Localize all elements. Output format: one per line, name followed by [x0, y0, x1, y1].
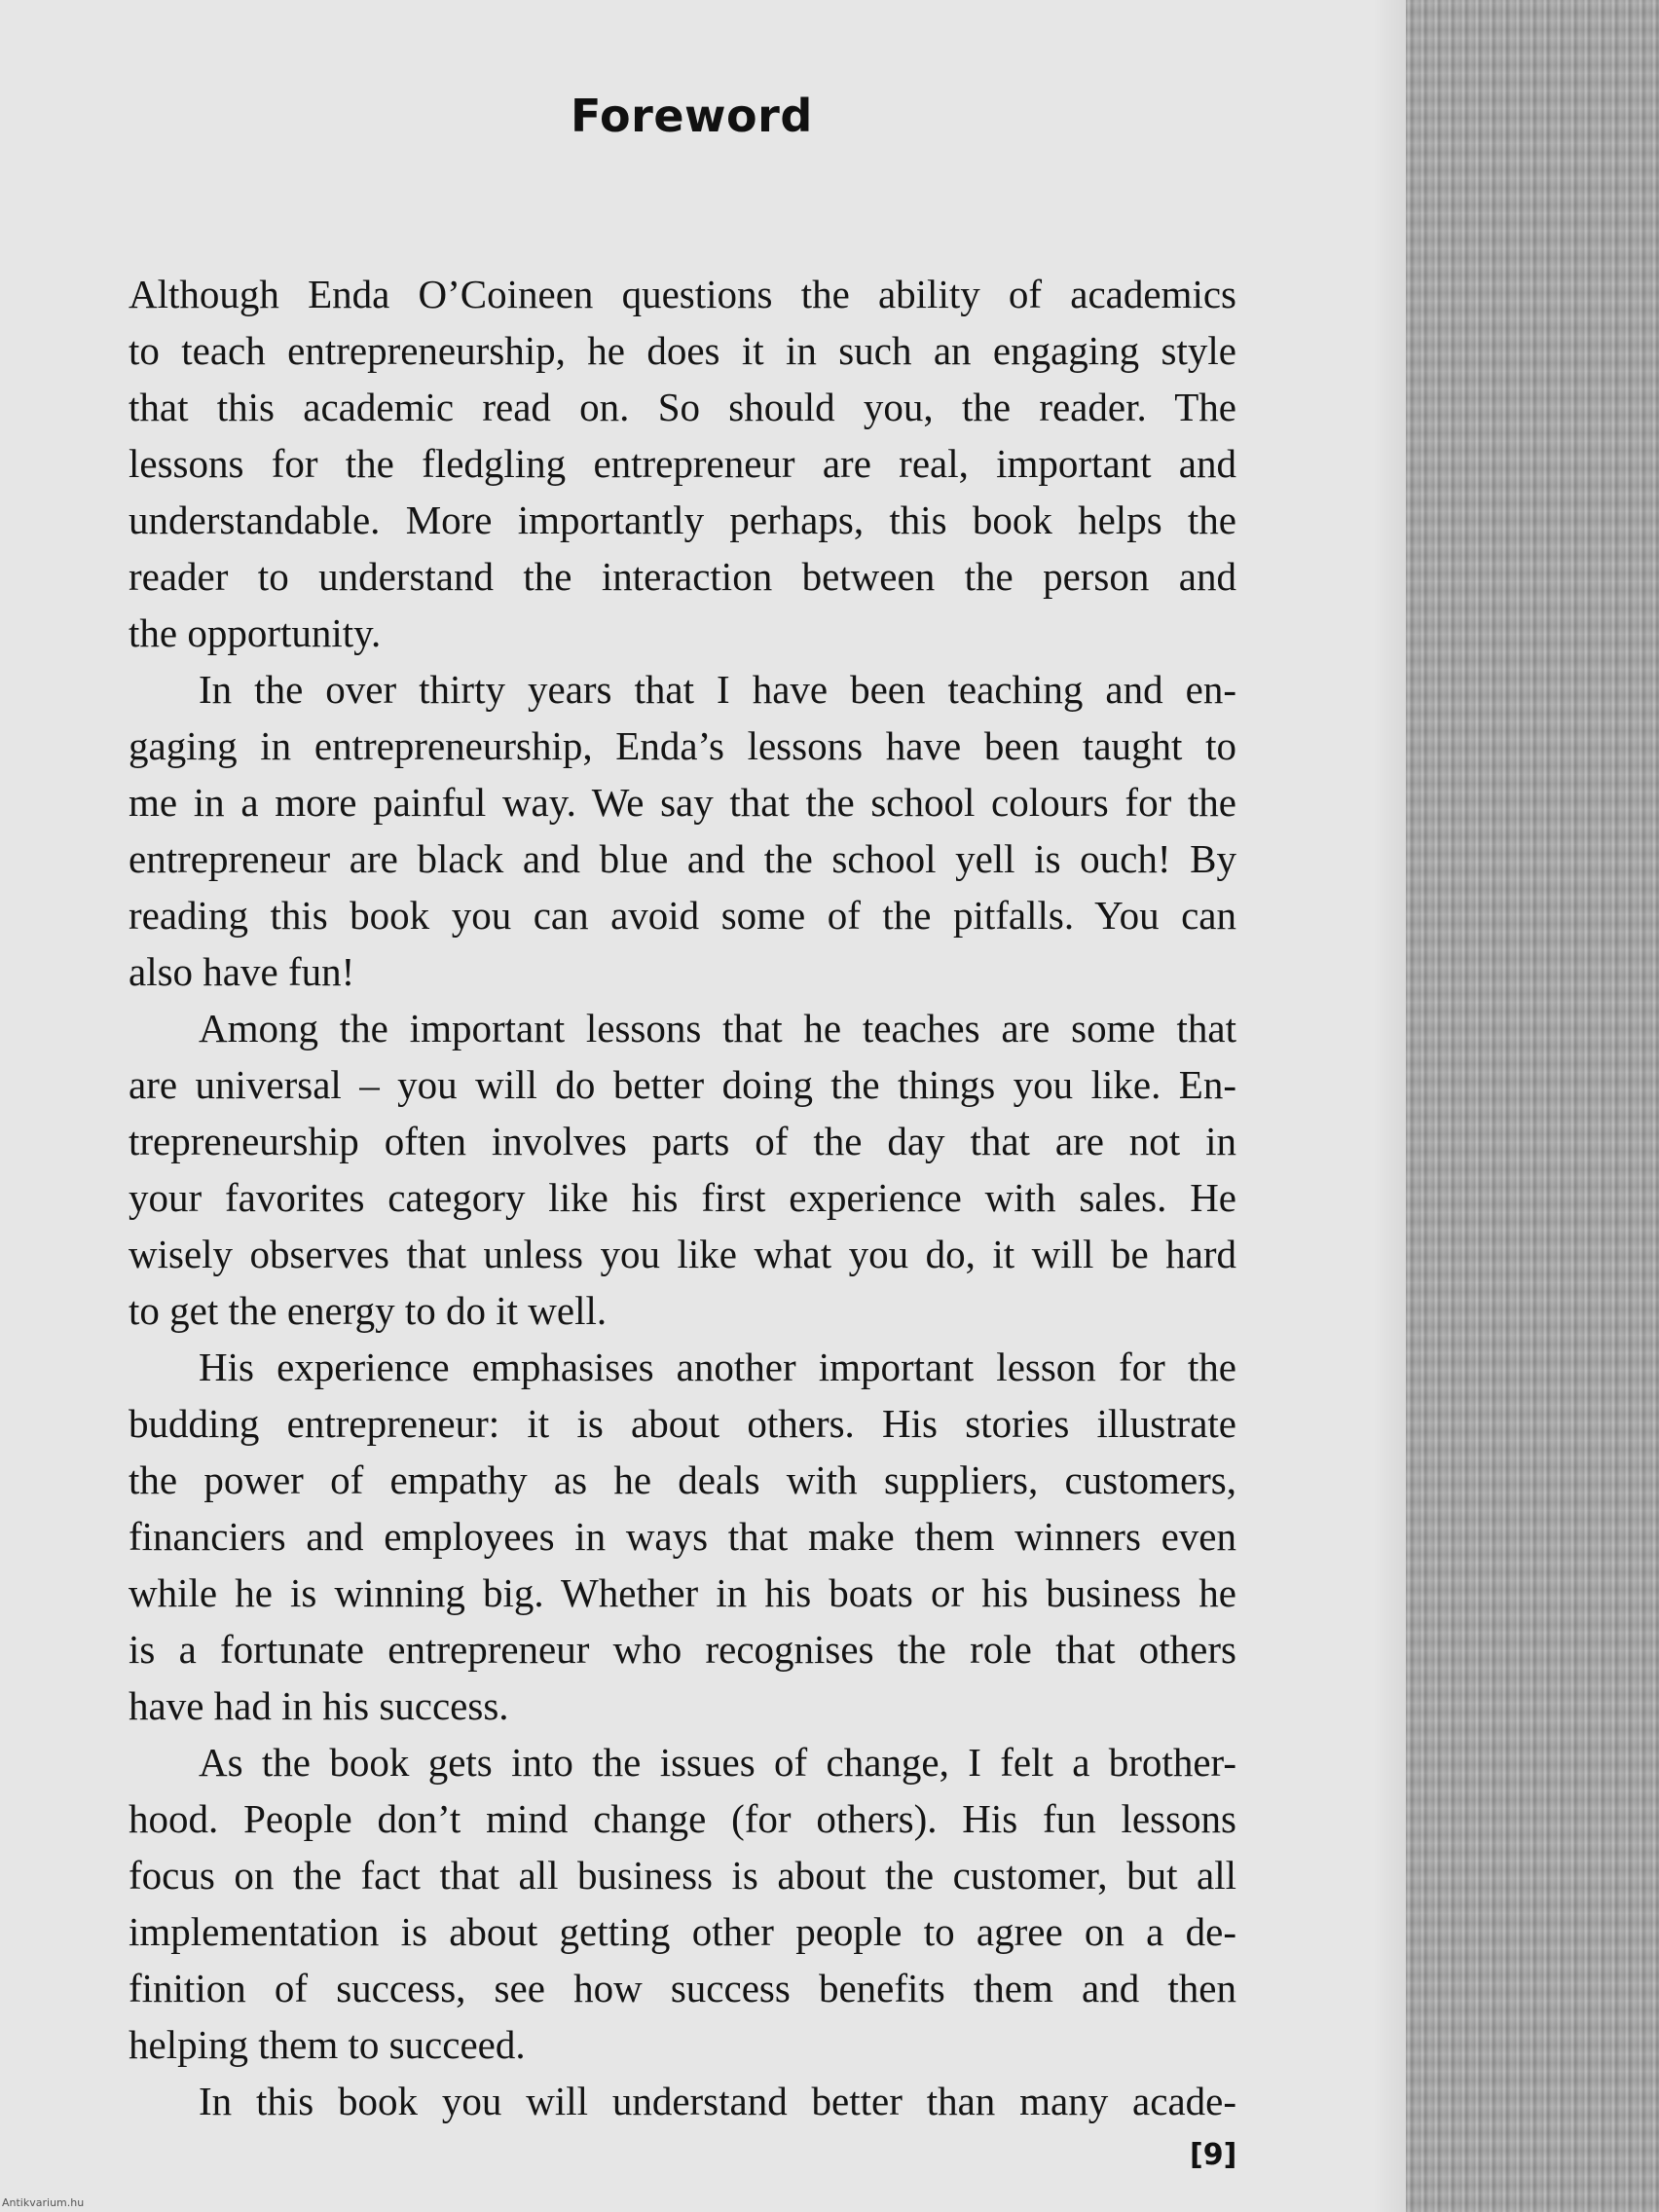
text-line: trepreneurship often involves parts of the day that are not in — [129, 1119, 1236, 1163]
text-line: is a fortunate entrepreneur who recognises the role that others — [129, 1627, 1236, 1672]
text-line: hood. People don’t mind change (for others). His fun lessons — [129, 1796, 1236, 1841]
body-text — [129, 266, 1236, 2129]
text-line: that this academic read on. So should you, the reader. The — [129, 385, 1236, 429]
page-edge-shadow — [1373, 0, 1406, 2212]
chapter-heading: Foreword — [571, 90, 813, 142]
watermark: Antikvarium.hu — [2, 2196, 85, 2209]
text-line: to teach entrepreneurship, he does it in such an engaging style — [129, 328, 1236, 373]
text-line: implementation is about getting other people to agree on a de- — [129, 1909, 1236, 1954]
text-line: the power of empathy as he deals with suppliers, customers, — [129, 1457, 1236, 1502]
text-line: are universal – you will do better doing the things you like. En- — [129, 1062, 1236, 1107]
text-line: gaging in entrepreneurship, Enda’s lessons have been taught to — [129, 723, 1236, 768]
text-line: me in a more painful way. We say that the school colours for the — [129, 780, 1236, 825]
text-line: also have fun! — [129, 949, 355, 994]
text-line: wisely observes that unless you like what you do, it will be hard — [129, 1232, 1236, 1276]
text-line: Although Enda O’Coineen questions the ability of academics — [129, 272, 1236, 316]
text-line: the opportunity. — [129, 610, 382, 655]
text-line: while he is winning big. Whether in his boats or his business he — [129, 1570, 1236, 1615]
text-line: finition of success, see how success benefits them and then — [129, 1966, 1236, 2010]
page-number: [9] — [1190, 2138, 1237, 2172]
text-line: reading this book you can avoid some of the pitfalls. You can — [129, 893, 1236, 938]
text-line: lessons for the fledgling entrepreneur are real, important and — [129, 441, 1236, 486]
text-line: His experience emphasises another important lesson for the — [199, 1345, 1236, 1389]
text-line: to get the energy to do it well. — [129, 1288, 608, 1333]
book-spine-background — [1406, 0, 1659, 2212]
text-line: In this book you will understand better than many acade- — [199, 2079, 1236, 2123]
text-line: financiers and employees in ways that make them winners even — [129, 1514, 1236, 1559]
text-line: have had in his success. — [129, 1683, 509, 1728]
text-line: Among the important lessons that he teaches are some that — [199, 1006, 1236, 1051]
text-line: understandable. More importantly perhaps, this book helps the — [129, 498, 1236, 542]
text-line: reader to understand the interaction between the person and — [129, 554, 1236, 599]
text-line: your favorites category like his first experience with sales. He — [129, 1175, 1236, 1220]
text-line: helping them to succeed. — [129, 2022, 526, 2067]
text-line: As the book gets into the issues of change, I felt a brother- — [199, 1740, 1236, 1785]
text-line: entrepreneur are black and blue and the school yell is ouch! By — [129, 836, 1236, 881]
text-line: In the over thirty years that I have been teaching and en- — [199, 667, 1236, 712]
text-line: budding entrepreneur: it is about others. His stories illustrate — [129, 1401, 1236, 1446]
text-line: focus on the fact that all business is about the customer, but all — [129, 1853, 1236, 1898]
